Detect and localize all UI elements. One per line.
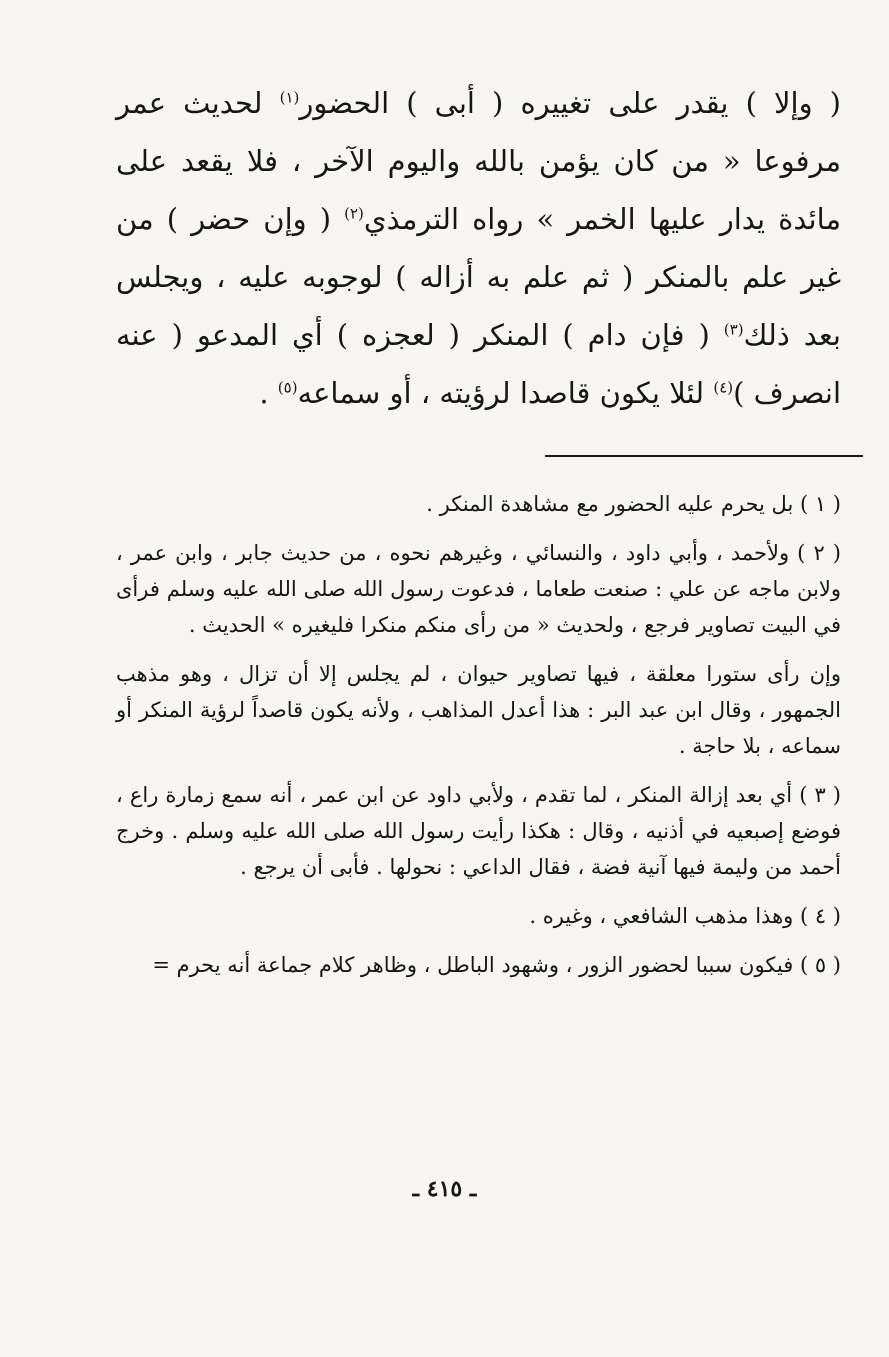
footnote-ref-1: (١) [279,88,300,107]
main-text-part: ( وإن حضر ) من غير علم بالمنكر ( ثم علم به أزاله ) لوجوبه عليه ، ويجلس بعد ذلك [116,202,841,352]
footnote-3: ( ٣ ) أي بعد إزالة المنكر ، لما تقدم ، ولأبي داود عن ابن عمر ، أنه سمع زمارة راع ، فوضع إصبعيه في أذنيه ، وقال : هكذا رأيت رسول الله صلى الله عليه وسلم . وخرج أحمد من وليمة فيها آنية فضة ، فقال الداعي : نحولها . فأبى أن يرجع . [116,783,841,879]
footnote-ref-3: (٣) [723,320,744,339]
footnote-4: ( ٤ ) وهذا مذهب الشافعي ، وغيره . [529,904,841,928]
main-text-part: ( وإلا ) يقدر على تغييره ( أبى ) الحضور [299,86,841,120]
main-text-part: لئلا يكون قاصدا لرؤيته ، أو سماعه [297,376,714,410]
footnotes-section [116,486,841,996]
main-text-part: ( فإن دام ) المنكر ( لعجزه ) أي المدعو ( عنه انصرف ) [116,318,841,410]
footnote-divider [545,455,863,457]
footnote-1: ( ١ ) بل يحرم عليه الحضور مع مشاهدة المنكر . [426,492,841,516]
footnote-5: ( ٥ ) فيكون سببا لحضور الزور ، وشهود الباطل ، وظاهر كلام جماعة أنه يحرم = [152,953,841,977]
footnote-2: ( ٢ ) ولأحمد ، وأبي داود ، والنسائي ، وغيرهم نحوه ، من حديث جابر ، وابن عمر ، ولابن ماجه عن علي : صنعت طعاما ، فدعوت رسول الله صلى الله عليه وسلم فرأى في البيت تصاوير فرجع ، ولحديث « من رأى منكم منكرا فليغيره » الحديث . [116,541,841,637]
footnote-ref-2: (٢) [344,204,364,223]
main-text-part: لحديث عمر مرفوعا « من كان يؤمن بالله واليوم الآخر ، فلا يقعد على مائدة يدار عليها الخمر » رواه الترمذي [116,86,841,236]
main-text [116,74,841,422]
footnote-ref-4: (٤) [713,378,734,397]
footnote-2-continued: وإن رأى ستورا معلقة ، فيها تصاوير حيوان ، لم يجلس إلا أن تزال ، وهو مذهب الجمهور ، وقال ابن عبد البر : هذا أعدل المذاهب ، ولأنه يكون قاصداً لرؤية المنكر أو سماعه ، بلا حاجة . [116,662,841,758]
main-text-part: . [259,376,278,410]
footnote-ref-5: (٥) [277,378,298,397]
page-number: ـ ٤١٥ ـ [412,1176,477,1202]
